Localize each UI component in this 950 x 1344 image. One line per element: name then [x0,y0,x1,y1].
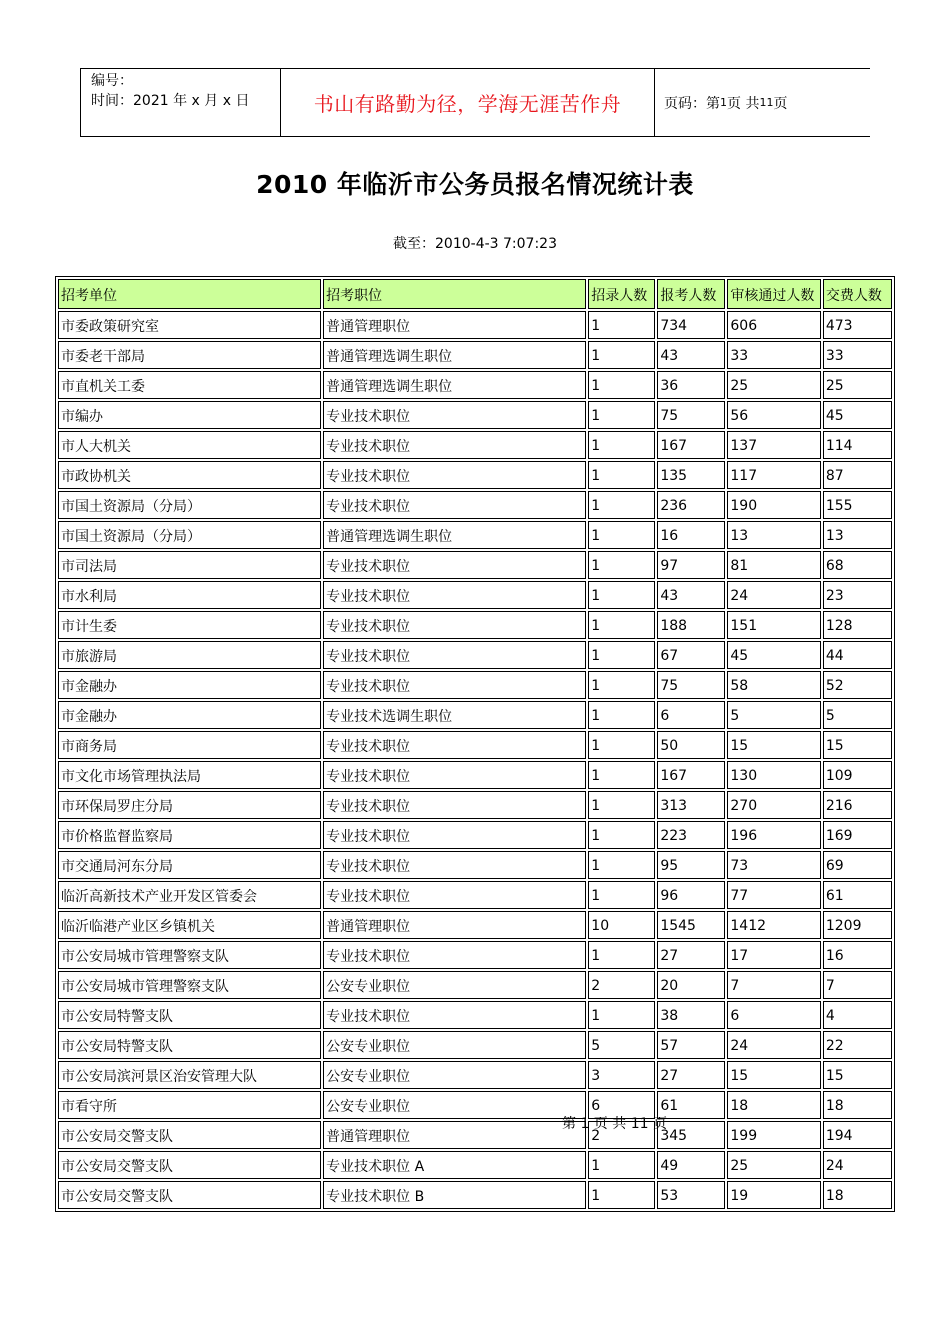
position-cell: 专业技术职位 A [323,1151,586,1179]
approved-cell: 130 [727,761,820,789]
approved-cell: 33 [727,341,820,369]
unit-cell: 市国土资源局（分局） [58,491,321,519]
position-cell: 专业技术职位 [323,401,586,429]
quota-cell: 1 [588,941,655,969]
quota-cell: 1 [588,881,655,909]
table-row [58,911,892,939]
applicants-cell: 1545 [657,911,725,939]
approved-cell: 606 [727,311,820,339]
quota-cell: 1 [588,1151,655,1179]
paid-cell: 13 [823,521,892,549]
header-meta [80,69,281,136]
applicants-cell: 27 [657,1061,725,1089]
table-row [58,941,892,969]
unit-cell: 市环保局罗庄分局 [58,791,321,819]
applicants-cell: 345 [657,1121,725,1149]
approved-cell: 137 [727,431,820,459]
unit-cell: 市编办 [58,401,321,429]
table-header-row [58,279,892,309]
applicants-cell: 95 [657,851,725,879]
unit-cell: 市公安局特警支队 [58,1001,321,1029]
table-row [58,431,892,459]
table-row [58,791,892,819]
column-header: 招录人数 [588,279,655,309]
paid-cell: 18 [823,1181,892,1209]
document-header [80,68,870,137]
column-header: 交费人数 [823,279,892,309]
quota-cell: 1 [588,611,655,639]
paid-cell: 1209 [823,911,892,939]
quota-cell: 1 [588,821,655,849]
paid-cell: 16 [823,941,892,969]
applicants-cell: 223 [657,821,725,849]
table-row [58,761,892,789]
applicants-cell: 734 [657,311,725,339]
quota-cell: 1 [588,371,655,399]
applicants-cell: 43 [657,341,725,369]
applicants-cell: 313 [657,791,725,819]
table-row [58,1121,892,1149]
quota-cell: 1 [588,311,655,339]
approved-cell: 196 [727,821,820,849]
approved-cell: 24 [727,1031,820,1059]
quota-cell: 1 [588,401,655,429]
paid-cell: 69 [823,851,892,879]
quota-cell: 1 [588,731,655,759]
cutoff-timestamp: 截至：2010-4-3 7:07:23 [393,236,557,252]
table-row [58,311,892,339]
paid-cell: 15 [823,731,892,759]
unit-cell: 市价格监督监察局 [58,821,321,849]
table-row [58,821,892,849]
paid-cell: 22 [823,1031,892,1059]
unit-cell: 市计生委 [58,611,321,639]
position-cell: 专业技术职位 [323,851,586,879]
table-row [58,521,892,549]
position-cell: 专业技术职位 [323,731,586,759]
applicants-cell: 43 [657,581,725,609]
quota-cell: 2 [588,1121,655,1149]
approved-cell: 190 [727,491,820,519]
document-number: 编号： [91,73,133,89]
quota-cell: 1 [588,701,655,729]
paid-cell: 194 [823,1121,892,1149]
quota-cell: 3 [588,1061,655,1089]
unit-cell: 临沂临港产业区乡镇机关 [58,911,321,939]
paid-cell: 33 [823,341,892,369]
position-cell: 专业技术职位 [323,461,586,489]
approved-cell: 151 [727,611,820,639]
table-row [58,581,892,609]
approved-cell: 15 [727,731,820,759]
position-cell: 专业技术职位 [323,581,586,609]
paid-cell: 216 [823,791,892,819]
quota-cell: 1 [588,851,655,879]
header-page-number: 页码：第 1 页 共 11 页 [664,95,788,112]
quota-cell: 1 [588,551,655,579]
table-row [58,341,892,369]
approved-cell: 17 [727,941,820,969]
unit-cell: 市商务局 [58,731,321,759]
unit-cell: 市文化市场管理执法局 [58,761,321,789]
unit-cell: 市水利局 [58,581,321,609]
quota-cell: 1 [588,791,655,819]
paid-cell: 473 [823,311,892,339]
position-cell: 专业技术职位 [323,641,586,669]
paid-cell: 25 [823,371,892,399]
paid-cell: 7 [823,971,892,999]
approved-cell: 73 [727,851,820,879]
paid-cell: 109 [823,761,892,789]
table-body [58,279,892,1209]
position-cell: 普通管理职位 [323,911,586,939]
approved-cell: 5 [727,701,820,729]
approved-cell: 117 [727,461,820,489]
position-cell: 公安专业职位 [323,1031,586,1059]
column-header: 招考单位 [58,279,321,309]
paid-cell: 61 [823,881,892,909]
position-cell: 公安专业职位 [323,971,586,999]
column-header: 招考职位 [323,279,586,309]
unit-cell: 市旅游局 [58,641,321,669]
unit-cell: 临沂高新技术产业开发区管委会 [58,881,321,909]
paid-cell: 23 [823,581,892,609]
table-row [58,971,892,999]
applicants-cell: 36 [657,371,725,399]
approved-cell: 6 [727,1001,820,1029]
unit-cell: 市委政策研究室 [58,311,321,339]
paid-cell: 155 [823,491,892,519]
approved-cell: 199 [727,1121,820,1149]
position-cell: 普通管理职位 [323,1121,586,1149]
applicants-cell: 16 [657,521,725,549]
table-row [58,881,892,909]
approved-cell: 7 [727,971,820,999]
approved-cell: 25 [727,1151,820,1179]
paid-cell: 52 [823,671,892,699]
unit-cell: 市直机关工委 [58,371,321,399]
quota-cell: 2 [588,971,655,999]
table-row [58,611,892,639]
applicants-cell: 49 [657,1151,725,1179]
position-cell: 专业技术职位 [323,881,586,909]
quota-cell: 1 [588,761,655,789]
header-motto: 书山有路勤为径，学海无涯苦作舟 [280,69,655,136]
position-cell: 普通管理选调生职位 [323,341,586,369]
unit-cell: 市国土资源局（分局） [58,521,321,549]
approved-cell: 56 [727,401,820,429]
applicants-cell: 188 [657,611,725,639]
unit-cell: 市金融办 [58,671,321,699]
quota-cell: 1 [588,581,655,609]
position-cell: 专业技术职位 [323,671,586,699]
position-cell: 普通管理选调生职位 [323,371,586,399]
applicants-cell: 167 [657,761,725,789]
table-row [58,731,892,759]
position-cell: 专业技术职位 [323,761,586,789]
paid-cell: 128 [823,611,892,639]
paid-cell: 87 [823,461,892,489]
approved-cell: 25 [727,371,820,399]
table-row [58,641,892,669]
column-header: 报考人数 [657,279,725,309]
position-cell: 专业技术职位 [323,941,586,969]
table-row [58,401,892,429]
page-footer: 第 1 页 共 11 页 [562,1116,667,1132]
applicants-cell: 61 [657,1091,725,1119]
page-title: 2010 年临沂市公务员报名情况统计表 [256,170,694,199]
unit-cell: 市人大机关 [58,431,321,459]
approved-cell: 270 [727,791,820,819]
approved-cell: 81 [727,551,820,579]
position-cell: 专业技术职位 [323,791,586,819]
applicants-cell: 75 [657,401,725,429]
table-row [58,851,892,879]
applicants-cell: 27 [657,941,725,969]
quota-cell: 1 [588,1001,655,1029]
position-cell: 专业技术职位 [323,1001,586,1029]
unit-cell: 市公安局城市管理警察支队 [58,971,321,999]
quota-cell: 1 [588,491,655,519]
approved-cell: 13 [727,521,820,549]
unit-cell: 市金融办 [58,701,321,729]
document-time: 时间：2021 年 x 月 x 日 [91,93,250,109]
paid-cell: 18 [823,1091,892,1119]
position-cell: 专业技术职位 [323,611,586,639]
approved-cell: 24 [727,581,820,609]
unit-cell: 市委老干部局 [58,341,321,369]
paid-cell: 24 [823,1151,892,1179]
table-row [58,491,892,519]
position-cell: 普通管理职位 [323,311,586,339]
unit-cell: 市政协机关 [58,461,321,489]
table-row [58,701,892,729]
paid-cell: 169 [823,821,892,849]
quota-cell: 6 [588,1091,655,1119]
paid-cell: 44 [823,641,892,669]
quota-cell: 1 [588,1181,655,1209]
approved-cell: 19 [727,1181,820,1209]
approved-cell: 77 [727,881,820,909]
unit-cell: 市公安局交警支队 [58,1121,321,1149]
table-row [58,1031,892,1059]
approved-cell: 1412 [727,911,820,939]
approved-cell: 15 [727,1061,820,1089]
applicants-cell: 57 [657,1031,725,1059]
table-row [58,1091,892,1119]
approved-cell: 45 [727,641,820,669]
quota-cell: 5 [588,1031,655,1059]
quota-cell: 10 [588,911,655,939]
position-cell: 公安专业职位 [323,1091,586,1119]
unit-cell: 市交通局河东分局 [58,851,321,879]
unit-cell: 市看守所 [58,1091,321,1119]
table-row [58,671,892,699]
registration-table [55,276,895,1212]
position-cell: 普通管理选调生职位 [323,521,586,549]
paid-cell: 114 [823,431,892,459]
unit-cell: 市公安局交警支队 [58,1151,321,1179]
applicants-cell: 6 [657,701,725,729]
approved-cell: 18 [727,1091,820,1119]
quota-cell: 1 [588,341,655,369]
table-row [58,1061,892,1089]
unit-cell: 市公安局特警支队 [58,1031,321,1059]
quota-cell: 1 [588,521,655,549]
unit-cell: 市公安局城市管理警察支队 [58,941,321,969]
unit-cell: 市公安局交警支队 [58,1181,321,1209]
paid-cell: 5 [823,701,892,729]
paid-cell: 68 [823,551,892,579]
unit-cell: 市公安局滨河景区治安管理大队 [58,1061,321,1089]
applicants-cell: 135 [657,461,725,489]
position-cell: 专业技术职位 [323,431,586,459]
quota-cell: 1 [588,641,655,669]
applicants-cell: 53 [657,1181,725,1209]
table-row [58,461,892,489]
position-cell: 专业技术职位 [323,821,586,849]
position-cell: 专业技术职位 [323,491,586,519]
paid-cell: 4 [823,1001,892,1029]
quota-cell: 1 [588,431,655,459]
applicants-cell: 167 [657,431,725,459]
position-cell: 专业技术职位 [323,551,586,579]
column-header: 审核通过人数 [727,279,820,309]
applicants-cell: 96 [657,881,725,909]
paid-cell: 45 [823,401,892,429]
table-row [58,1001,892,1029]
table-row [58,551,892,579]
approved-cell: 58 [727,671,820,699]
applicants-cell: 75 [657,671,725,699]
applicants-cell: 20 [657,971,725,999]
paid-cell: 15 [823,1061,892,1089]
applicants-cell: 236 [657,491,725,519]
position-cell: 专业技术职位 B [323,1181,586,1209]
applicants-cell: 97 [657,551,725,579]
table-row [58,1181,892,1209]
applicants-cell: 67 [657,641,725,669]
position-cell: 专业技术选调生职位 [323,701,586,729]
applicants-cell: 50 [657,731,725,759]
table-row [58,1151,892,1179]
table-row [58,371,892,399]
quota-cell: 1 [588,671,655,699]
position-cell: 公安专业职位 [323,1061,586,1089]
quota-cell: 1 [588,461,655,489]
applicants-cell: 38 [657,1001,725,1029]
unit-cell: 市司法局 [58,551,321,579]
